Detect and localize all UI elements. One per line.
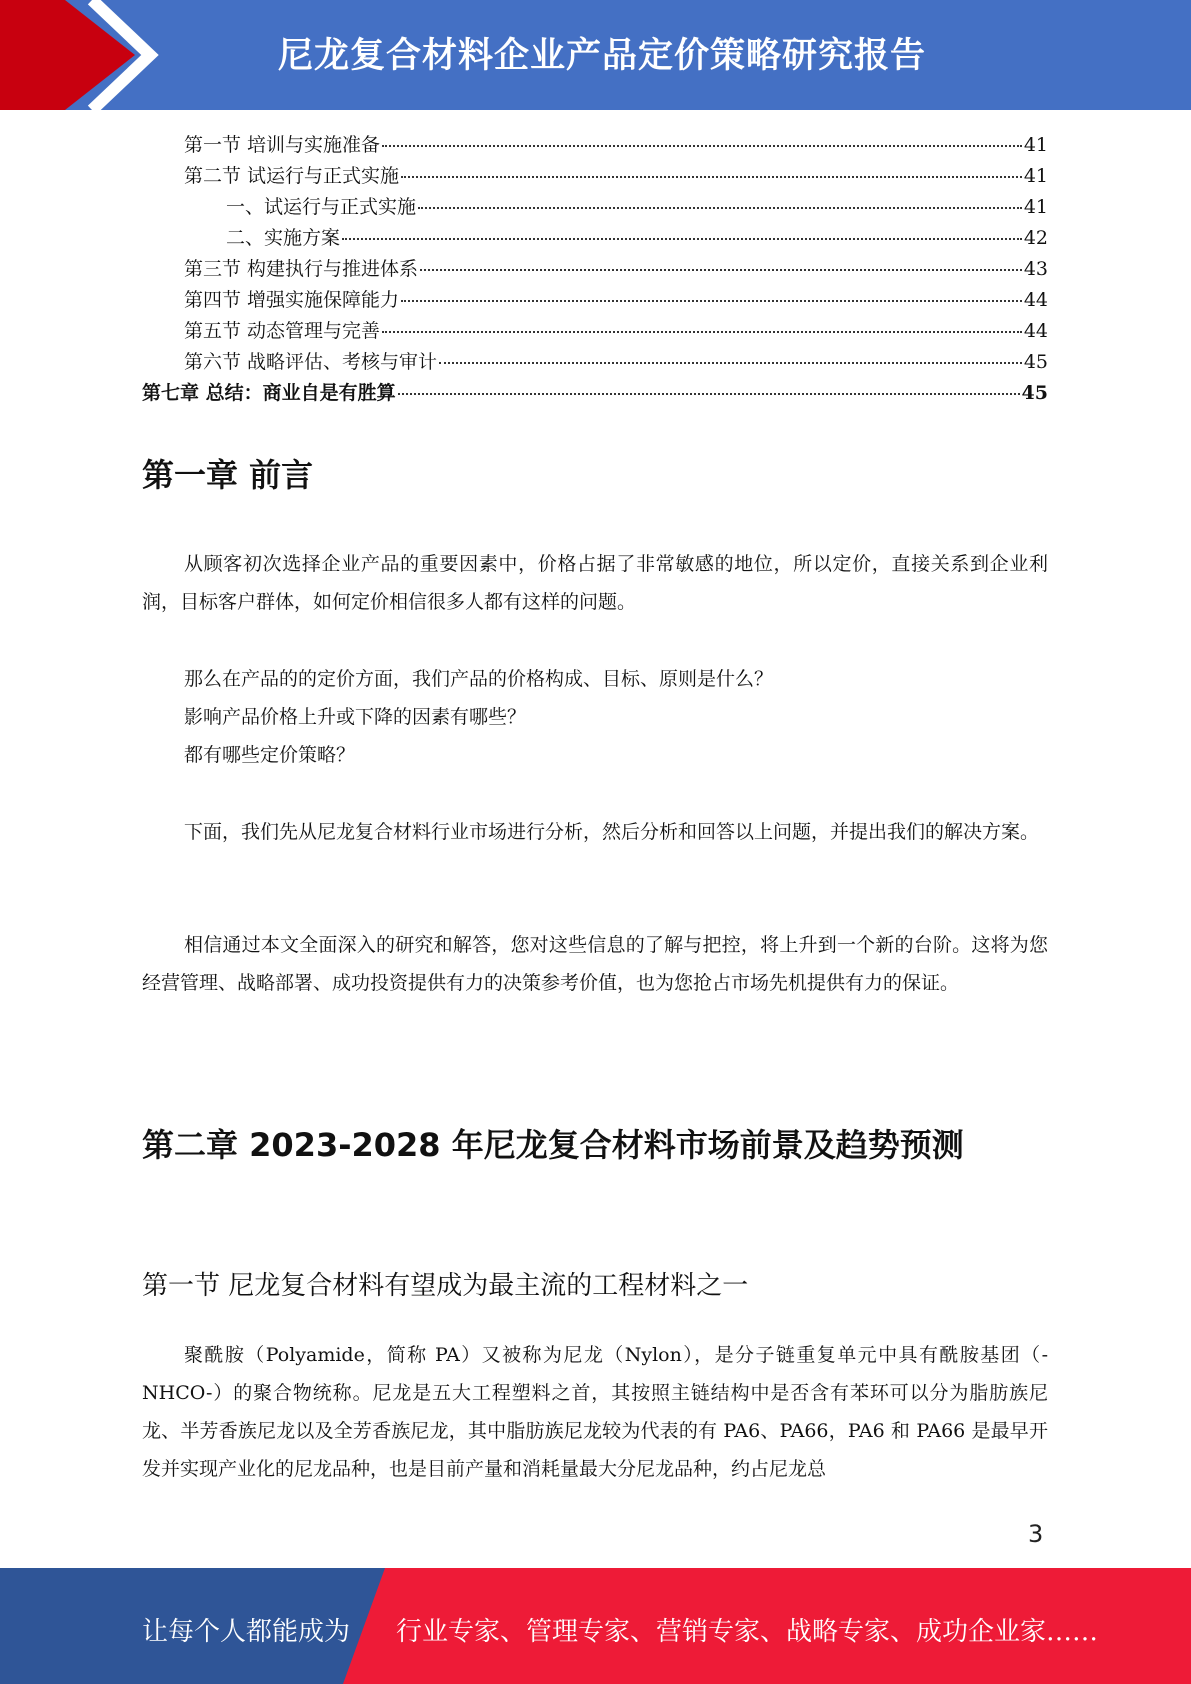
toc-entry[interactable] [142, 130, 1048, 161]
toc-entry-label: 第一节 培训与实施准备 [184, 134, 381, 156]
report-title: 尼龙复合材料企业产品定价策略研究报告 [278, 36, 927, 76]
footer-slogan-left: 让每个人都能成为 [142, 1617, 351, 1647]
toc-entry-label: 第三节 构建执行与推进体系 [184, 258, 419, 280]
toc-leader-dots [439, 362, 1022, 364]
toc-entry-page: 42 [1023, 227, 1048, 249]
toc-entry-page: 41 [1023, 196, 1048, 218]
toc-leader-dots [401, 300, 1022, 302]
footer-slogan-right: 行业专家、管理专家、营销专家、战略专家、成功企业家…… [396, 1617, 1099, 1647]
table-of-contents [142, 130, 1048, 409]
toc-entry-page: 44 [1023, 320, 1048, 342]
chapter-1-question-2: 影响产品价格上升或下降的因素有哪些？ [184, 706, 527, 728]
toc-entry-label: 第六节 战略评估、考核与审计 [184, 351, 438, 373]
chapter-2-paragraph-1: 聚酰胺（Polyamide，简称 PA）又被称为尼龙（Nylon），是分子链重复单元中具有酰胺基团（-NHCO-）的聚合物统称。尼龙是五大工程塑料之首，其按照主链结构中是否含有苯环可以分为脂肪族尼龙、半芳香族尼龙以及全芳香族尼龙，其中脂肪族尼龙较为代表的有 PA6、PA66，PA6 和 PA66 是最早开发并实现产业化的尼龙品种，也是目前产量和消耗量最大分尼龙品种，约占尼龙总 [142, 1344, 1048, 1480]
page-number: 3 [1028, 1520, 1044, 1548]
toc-entry[interactable] [142, 316, 1048, 347]
toc-chapter-entry[interactable] [142, 378, 1048, 409]
toc-leader-dots [398, 393, 1020, 395]
chapter-1-heading: 第一章 前言 [142, 456, 314, 494]
chapter-1-question-1: 那么在产品的的定价方面，我们产品的价格构成、目标、原则是什么？ [184, 668, 774, 690]
toc-entry-page: 41 [1023, 134, 1048, 156]
toc-leader-dots [382, 331, 1022, 333]
toc-entry[interactable] [142, 254, 1048, 285]
toc-leader-dots [420, 269, 1022, 271]
toc-entry-label: 一、试运行与正式实施 [226, 196, 417, 218]
toc-leader-dots [418, 207, 1022, 209]
section-1-heading: 第一节 尼龙复合材料有望成为最主流的工程材料之一 [142, 1271, 749, 1301]
toc-entry-page: 43 [1023, 258, 1048, 280]
chapter-1-paragraph-2: 下面，我们先从尼龙复合材料行业市场进行分析，然后分析和回答以上问题，并提出我们的解决方案。 [184, 821, 1040, 843]
toc-entry-label: 第五节 动态管理与完善 [184, 320, 381, 342]
chapter-1-paragraph-3: 相信通过本文全面深入的研究和解答，您对这些信息的了解与把控，将上升到一个新的台阶。这将为您经营管理、战略部署、成功投资提供有力的决策参考价值，也为您抢占市场先机提供有力的保证。 [142, 934, 1048, 994]
toc-entry[interactable] [142, 161, 1048, 192]
toc-leader-dots [401, 176, 1022, 178]
toc-entry-page: 45 [1023, 351, 1048, 373]
toc-entry-page: 45 [1021, 382, 1048, 404]
toc-entry-label: 二、实施方案 [226, 227, 341, 249]
toc-entry-label: 第二节 试运行与正式实施 [184, 165, 400, 187]
toc-leader-dots [342, 238, 1022, 240]
toc-entry-page: 41 [1023, 165, 1048, 187]
toc-entry[interactable] [142, 347, 1048, 378]
toc-entry[interactable] [142, 192, 1048, 223]
toc-entry-page: 44 [1023, 289, 1048, 311]
toc-entry-label: 第七章 总结：商业自是有胜算 [142, 382, 396, 404]
toc-entry[interactable] [142, 223, 1048, 254]
toc-entry[interactable] [142, 285, 1048, 316]
header-bar [0, 0, 1191, 110]
chapter-2-heading: 第二章 2023-2028 年尼龙复合材料市场前景及趋势预测 [142, 1126, 964, 1164]
footer-banner [0, 1568, 1191, 1684]
chapter-1-paragraph-1: 从顾客初次选择企业产品的重要因素中，价格占据了非常敏感的地位，所以定价，直接关系到企业利润，目标客户群体，如何定价相信很多人都有这样的问题。 [142, 553, 1048, 613]
toc-leader-dots [382, 145, 1022, 147]
chapter-1-question-3: 都有哪些定价策略？ [184, 744, 356, 766]
toc-entry-label: 第四节 增强实施保障能力 [184, 289, 400, 311]
